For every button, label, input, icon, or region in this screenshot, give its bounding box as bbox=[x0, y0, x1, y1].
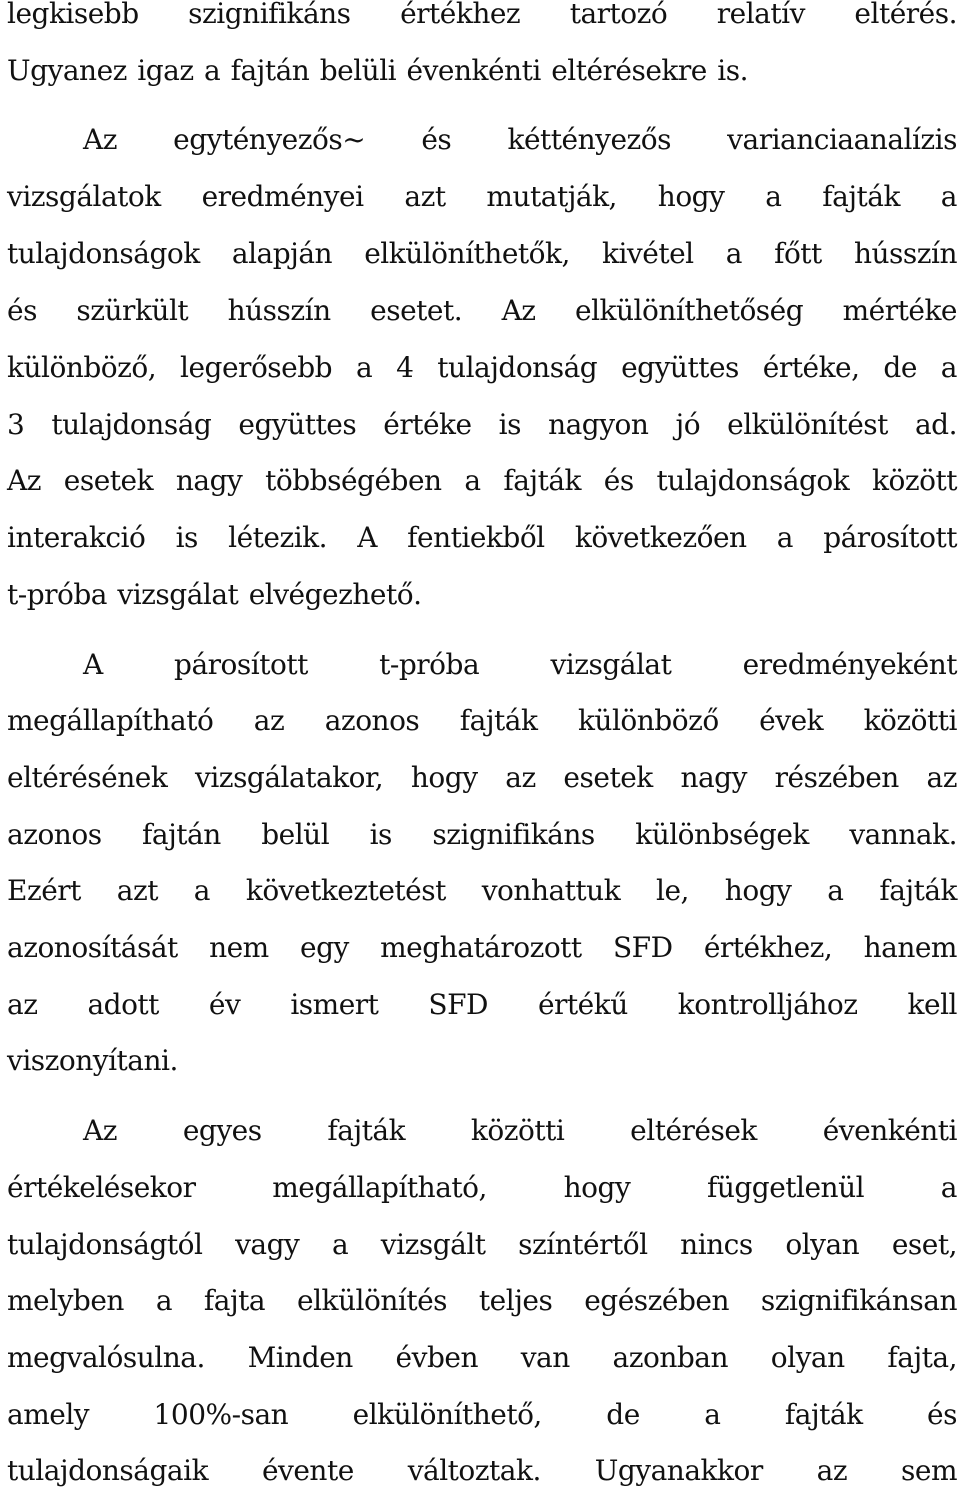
text-line: tulajdonságok alapján elkülöníthetők, kivétel a főtt hússzín bbox=[7, 237, 957, 270]
text-line: azonos fajtán belül is szignifikáns különbségek vannak. bbox=[7, 818, 957, 851]
text-line: Ugyanez igaz a fajtán belüli évenkénti eltérésekre is. bbox=[7, 54, 748, 87]
text-line: tulajdonságtól vagy a vizsgált színtértől nincs olyan eset, bbox=[7, 1228, 957, 1261]
text-line: Az egytényezős~ és kéttényezős varianciaanalízis bbox=[83, 123, 957, 156]
text-line: tulajdonságaik évente változtak. Ugyanakkor az sem bbox=[7, 1454, 957, 1487]
text-line: megállapítható az azonos fajták különböző évek közötti bbox=[7, 704, 957, 737]
text-line: vizsgálatok eredményei azt mutatják, hogy a fajták a bbox=[7, 180, 957, 213]
text-line: Az esetek nagy többségében a fajták és tulajdonságok között bbox=[7, 464, 957, 497]
text-line: A párosított t-próba vizsgálat eredményeként bbox=[83, 648, 957, 681]
text-line: az adott év ismert SFD értékű kontrolljához kell bbox=[7, 988, 957, 1021]
text-line: legkisebb szignifikáns értékhez tartozó relatív eltérés. bbox=[7, 0, 957, 30]
text-line: különböző, legerősebb a 4 tulajdonság együttes értéke, de a bbox=[7, 351, 957, 384]
text-line: Ezért azt a következtetést vonhattuk le, hogy a fajták bbox=[7, 874, 957, 907]
text-line: azonosítását nem egy meghatározott SFD értékhez, hanem bbox=[7, 931, 957, 964]
text-line: értékelésekor megállapítható, hogy függetlenül a bbox=[7, 1171, 957, 1204]
text-line: és szürkült hússzín esetet. Az elkülöníthetőség mértéke bbox=[7, 294, 957, 327]
text-line: t-próba vizsgálat elvégezhető. bbox=[7, 578, 422, 611]
text-line: amely 100%-san elkülöníthető, de a fajták és bbox=[7, 1398, 957, 1431]
text-line: megvalósulna. Minden évben van azonban olyan fajta, bbox=[7, 1341, 957, 1374]
text-line: eltérésének vizsgálatakor, hogy az esetek nagy részében az bbox=[7, 761, 957, 794]
text-line: viszonyítani. bbox=[7, 1044, 178, 1077]
text-line: interakció is létezik. A fentiekből következően a párosított bbox=[7, 521, 957, 554]
text-line: 3 tulajdonság együttes értéke is nagyon jó elkülönítést ad. bbox=[7, 408, 957, 441]
text-line: melyben a fajta elkülönítés teljes egészében szignifikánsan bbox=[7, 1284, 957, 1317]
text-line: Az egyes fajták közötti eltérések évenkénti bbox=[83, 1114, 957, 1147]
